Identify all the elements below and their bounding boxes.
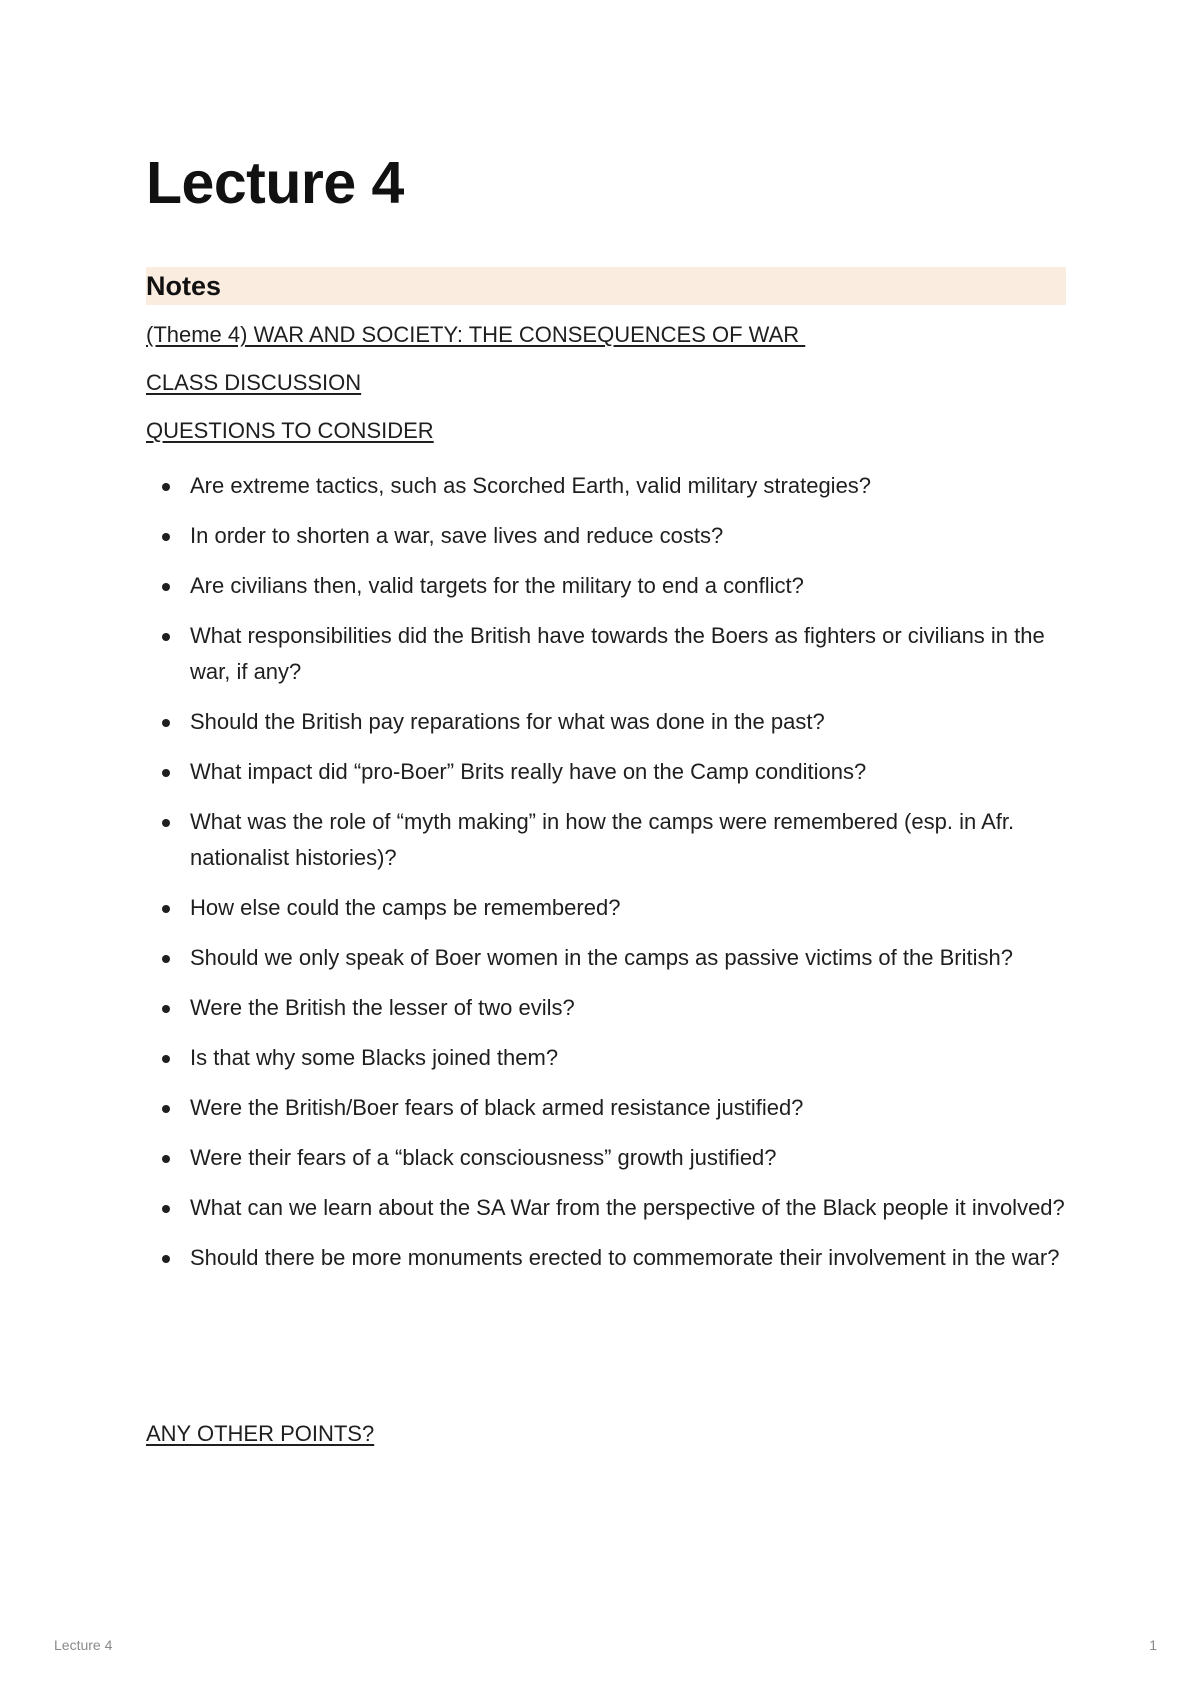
list-item: What can we learn about the SA War from the perspective of the Black people it involved?: [146, 1190, 1066, 1226]
list-item: Should we only speak of Boer women in the camps as passive victims of the British?: [146, 940, 1066, 976]
theme-line: (Theme 4) WAR AND SOCIETY: THE CONSEQUENCES OF WAR: [146, 322, 806, 347]
list-item: In order to shorten a war, save lives and reduce costs?: [146, 518, 1066, 554]
list-item: Were the British the lesser of two evils?: [146, 990, 1066, 1026]
list-item: Were their fears of a “black consciousness” growth justified?: [146, 1140, 1066, 1176]
class-discussion-line: CLASS DISCUSSION: [146, 370, 362, 395]
list-item: Should there be more monuments erected to commemorate their involvement in the war?: [146, 1240, 1066, 1276]
list-item: What was the role of “myth making” in how the camps were remembered (esp. in Afr. nationalist histories)?: [146, 804, 1066, 876]
questions-heading: QUESTIONS TO CONSIDER: [146, 418, 434, 443]
page-number: 1: [1149, 1637, 1157, 1653]
list-item: Is that why some Blacks joined them?: [146, 1040, 1066, 1076]
list-item: Are extreme tactics, such as Scorched Earth, valid military strategies?: [146, 468, 1066, 504]
list-item: What responsibilities did the British have towards the Boers as fighters or civilians in the war, if any?: [146, 618, 1066, 690]
list-item: Are civilians then, valid targets for the military to end a conflict?: [146, 568, 1066, 604]
page-title: Lecture 4: [146, 150, 404, 216]
questions-list: [146, 468, 1066, 1290]
list-item: How else could the camps be remembered?: [146, 890, 1066, 926]
footer-title: Lecture 4: [54, 1637, 113, 1653]
other-points-line: ANY OTHER POINTS?: [146, 1421, 375, 1446]
list-item: Were the British/Boer fears of black armed resistance justified?: [146, 1090, 1066, 1126]
notes-heading: Notes: [146, 267, 1066, 305]
list-item: Should the British pay reparations for what was done in the past?: [146, 704, 1066, 740]
list-item: What impact did “pro-Boer” Brits really have on the Camp conditions?: [146, 754, 1066, 790]
